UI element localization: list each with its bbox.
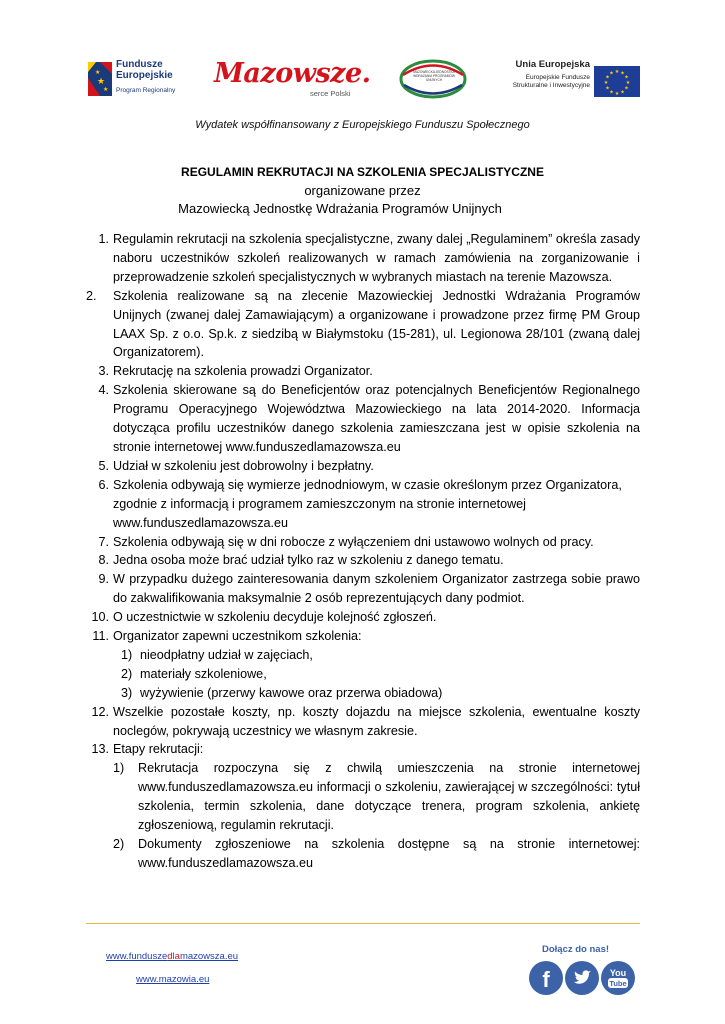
subitem-number: 2) [113, 837, 125, 851]
twitter-icon [565, 961, 599, 995]
subitem-text: nieodpłatny udział w zajęciach, [140, 647, 313, 662]
item-text: Jedna osoba może brać udział tylko raz w szkoleniu z danego tematu. [113, 553, 504, 568]
ue-logo-subtitle [506, 74, 590, 90]
svg-text:★: ★ [96, 76, 106, 86]
fundusze-europejskie-mark-icon [86, 58, 114, 100]
recruitment-stages-sublist [86, 759, 640, 872]
svg-text:★: ★ [95, 70, 101, 76]
svg-text:★: ★ [620, 89, 625, 96]
ue-logo-line1: Europejskie Fundusze [525, 74, 590, 81]
sublist-item [121, 665, 640, 684]
list-item [86, 381, 640, 457]
svg-text:★: ★ [103, 87, 109, 93]
list-item [86, 362, 640, 381]
sublist-item [113, 835, 640, 873]
item-number: 3. [98, 364, 109, 379]
link-part-a: www.fundusze [106, 951, 168, 962]
fe-logo-subtitle: Program Regionalny [116, 87, 176, 94]
svg-text:★: ★ [603, 80, 609, 86]
item-text: Wszelkie pozostałe koszty, np. koszty dojazdu na miejsce szkolenia, ewentualne koszty noclegów, pokrywają uczestnicy we własnym zakresie. [113, 704, 640, 738]
item-text: Szkolenia odbywają się w dni robocze z wyłączeniem dni ustawowo wolnych od pracy. [113, 534, 594, 549]
list-item [86, 608, 640, 627]
mazowia-link[interactable]: www.mazowia.eu [136, 974, 210, 985]
logo-bar [86, 56, 640, 102]
document-subtitle-2: Mazowiecką Jednostkę Wdrażania Programów Unijnych [178, 201, 502, 216]
sublist-item [121, 646, 640, 665]
item-number: 5. [98, 458, 109, 473]
item-text: Szkolenia skierowane są do Beneficjentów oraz potencjalnych Beneficjentów Regionalnego Programu Operacyjnego Województwa Mazowieckiego na lata 2014-2020. Informacja dotycząca profilu uczestników danego szkolenia zamieszczana jest w opisie szkolenia na stronie internetowej www.funduszedlamazowsza.eu [113, 383, 640, 454]
twitter-button[interactable] [565, 961, 599, 995]
link-part-b: dla [167, 951, 180, 962]
list-item [86, 287, 640, 363]
svg-text:★: ★ [624, 85, 629, 92]
subitem-text: Dokumenty zgłoszeniowe na szkolenia dostępne są na stronie internetowej: www.funduszedlamazowsza.eu [138, 837, 640, 870]
mazowsze-subtitle: serce Polski [310, 89, 351, 98]
list-item [86, 457, 640, 476]
subitem-text: materiały szkoleniowe, [140, 666, 267, 681]
svg-text:★: ★ [605, 85, 610, 92]
subitem-number: 2) [121, 666, 133, 681]
item-number: 2. [86, 288, 97, 303]
youtube-button[interactable] [601, 961, 635, 995]
youtube-label-bottom: Tube [609, 979, 627, 988]
item-number: 10. [91, 610, 109, 625]
mazowsze-logo [212, 56, 372, 102]
funduszedlamazowsza-link[interactable] [106, 951, 238, 962]
item-text: Regulamin rekrutacji na szkolenia specjalistyczne, zwany dalej „Regulaminem” określa zasady naboru uczestników szkoleń realizowanych w ramach zamówienia na zorganizowanie i przeprowadzenie szkoleń specjalistycznych w wybranych miastach na terenie Mazowsza. [113, 232, 640, 284]
document-title: REGULAMIN REKRUTACJI NA SZKOLENIA SPECJALISTYCZNE [181, 165, 544, 179]
ue-logo-line2: Strukturalne i Inwestycyjne [512, 82, 590, 89]
footer-divider [86, 923, 640, 924]
facebook-glyph: f [542, 967, 550, 992]
subitem-number: 1) [113, 761, 125, 776]
unia-europejska-logo [506, 56, 640, 102]
item-text: Etapy rekrutacji: [113, 742, 204, 757]
item-number: 12. [91, 704, 109, 719]
mjwpu-logo-text: MAZOWIECKA JEDNOSTKA WDRAŻANIA PROGRAMÓW UNIJNYCH [413, 70, 455, 82]
list-item [86, 533, 640, 552]
mjwpu-logo [398, 58, 468, 100]
list-item [86, 570, 640, 608]
subitem-number: 1) [121, 647, 133, 662]
fe-logo-line1: Fundusze [116, 59, 163, 70]
svg-text:★: ★ [620, 70, 625, 77]
fundusze-europejskie-logo [86, 56, 196, 102]
svg-text:★: ★ [609, 70, 614, 77]
item-number: 13. [91, 742, 109, 757]
item-text: Udział w szkoleniu jest dobrowolny i bezpłatny. [113, 458, 374, 473]
facebook-button[interactable] [529, 961, 563, 995]
subitem-text: Rekrutacja rozpoczyna się z chwilą umieszczenia na stronie internetowej www.funduszedlamazowsza.eu informacji o szkoleniu, zawierającej w szczególności: tytuł szkolenia, termin szkolenia, dane dotyczące trenera, program szkolenia, ankietę zgłoszeniową, regulamin rekrutacji. [138, 761, 640, 833]
youtube-label-top: You [609, 968, 627, 978]
regulations-list [86, 230, 640, 873]
subitem-text: wyżywienie (przerwy kawowe oraz przerwa obiadowa) [140, 685, 443, 700]
sublist-item [113, 759, 640, 835]
list-item [86, 551, 640, 570]
svg-text:★: ★ [614, 91, 620, 97]
document-subtitle-1: organizowane przez [304, 183, 421, 198]
link-part-c: mazowsza.eu [179, 951, 239, 962]
svg-text:★: ★ [625, 80, 631, 86]
svg-text:★: ★ [614, 69, 620, 75]
fe-logo-title [116, 59, 173, 81]
cofinancing-note: Wydatek współfinansowany z Europejskiego Funduszu Społecznego [195, 119, 530, 131]
youtube-icon [601, 961, 635, 995]
item-text: O uczestnictwie w szkoleniu decyduje kolejność zgłoszeń. [113, 610, 437, 625]
item-text: Rekrutację na szkolenia prowadzi Organizator. [113, 364, 373, 379]
ue-logo-title: Unia Europejska [515, 59, 590, 70]
fe-logo-line2: Europejskie [116, 70, 173, 81]
item-number: 1. [98, 232, 109, 246]
list-item [86, 627, 640, 646]
item-number: 6. [98, 477, 109, 492]
item-text: Organizator zapewni uczestnikom szkolenia: [113, 629, 362, 644]
item-number: 7. [98, 534, 109, 549]
item-text: Szkolenia odbywają się wymierze jednodniowym, w czasie określonym przez Organizatora, zgodnie z informacją i programem zamieszczonym na stronie internetowej www.funduszedlamazowsza.eu [113, 477, 622, 530]
facebook-icon [529, 961, 563, 995]
item-number: 9. [98, 572, 109, 587]
list-item [86, 476, 640, 533]
subitem-number: 3) [121, 685, 133, 700]
svg-text:★: ★ [624, 74, 629, 81]
join-us-label: Dołącz do nas! [542, 944, 610, 955]
eu-flag-icon [594, 66, 640, 97]
item-number: 11. [92, 629, 109, 644]
item-number: 4. [98, 383, 109, 398]
svg-text:★: ★ [605, 74, 610, 81]
svg-text:★: ★ [609, 89, 614, 96]
sublist-item [121, 684, 640, 703]
list-item [86, 230, 640, 287]
item-text: Szkolenia realizowane są na zlecenie Mazowieckiej Jednostki Wdrażania Programów Unijnych (zwanej dalej Zamawiającym) a organizowane i prowadzone przez firmę PM Group LAAX Sp. z o.o. Sp.k. z siedzibą w Białymstoku (15-281), ul. Legionowa 28/101 (zwaną dalej Organizatorem). [113, 288, 640, 360]
provisions-sublist [86, 646, 640, 703]
item-text: W przypadku dużego zainteresowania danym szkoleniem Organizator zastrzega sobie prawo do zakwalifikowania maksymalnie 2 osób reprezentujących dany podmiot. [113, 572, 640, 606]
item-number: 8. [98, 553, 109, 568]
list-item [86, 740, 640, 759]
mazowsze-wordmark: Mazowsze. [214, 58, 371, 89]
list-item [86, 703, 640, 741]
